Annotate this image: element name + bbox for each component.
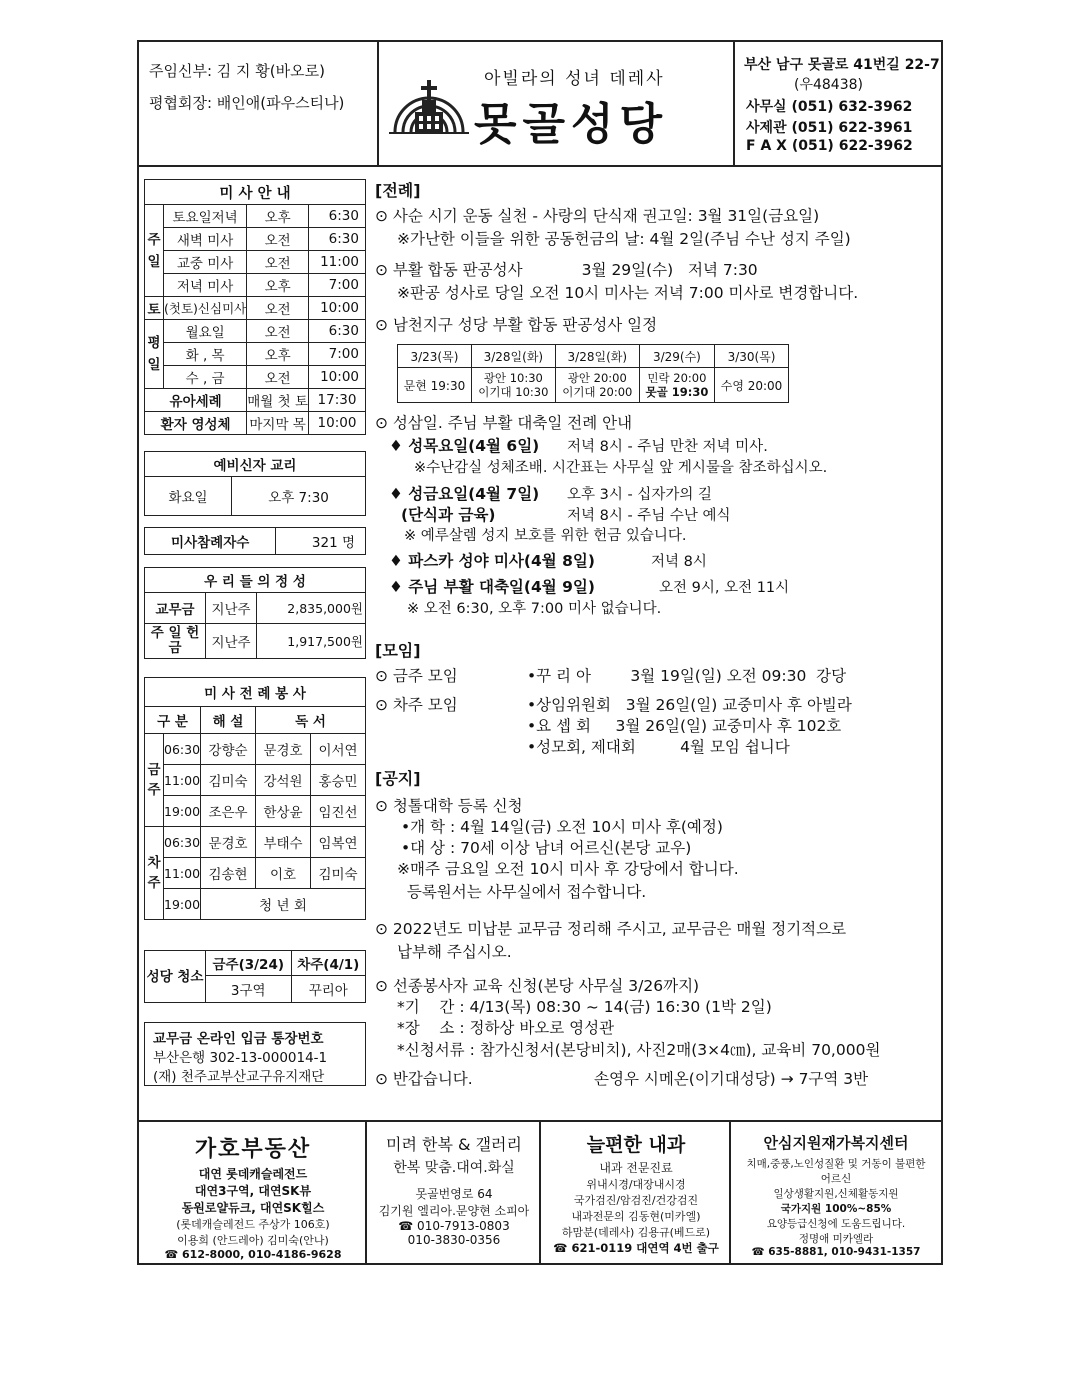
infant-baptism-time: 17:30: [309, 389, 366, 412]
attendance-value: 321 명: [276, 528, 366, 555]
server-reader: 한상윤: [256, 796, 311, 827]
holy-week-detail: 오전 9시, 오전 11시: [659, 580, 790, 596]
mass-row-time: 7:00: [309, 343, 366, 366]
confession-date: 3/28일(화): [471, 345, 555, 368]
confession-schedule-table: [397, 344, 789, 403]
church-logo-icon: [389, 72, 469, 136]
mass-row-time: 6:30: [309, 228, 366, 251]
ad-line: 동원로얄듀크, 대연SK힐스: [181, 1201, 325, 1215]
ad-line: 정명애 미카엘라: [798, 1233, 874, 1245]
confession-slot: 문현 19:30: [398, 368, 472, 403]
server-reader: 임복연: [311, 827, 366, 858]
ad-real-estate: [139, 1122, 367, 1265]
servers-header: 독 서: [256, 707, 366, 734]
ad-line: 대연3구역, 대연SK뷰: [194, 1184, 312, 1198]
mass-row-ampm: 오전: [247, 251, 309, 274]
mass-row-ampm: 오전: [247, 297, 309, 320]
confession-date: 3/28일(화): [555, 345, 639, 368]
confession-slot: 광안 10:30 이기대 10:30: [471, 368, 555, 403]
rectory-phone: 사제관 (051) 622-3961: [746, 120, 913, 136]
sick-communion-time: 10:00: [309, 412, 366, 435]
notice-item: ⊙ 청톨대학 등록 신청: [375, 797, 523, 815]
ad-phone: 010-3830-0356: [407, 1233, 501, 1247]
notice-line: ※매주 금요일 오전 10시 미사 후 강당에서 합니다.: [397, 860, 739, 878]
server-commentator: 김미숙: [201, 765, 256, 796]
servers-header: 해 설: [201, 707, 256, 734]
server-time: 11:00: [164, 858, 201, 889]
ad-hanbok: [367, 1122, 541, 1265]
holy-week-day: ♦ 성금요일(4월 7일): [389, 485, 540, 503]
cleaning-label: 성당 청소: [145, 951, 206, 1003]
cleaning-next-week-header: 차주(4/1): [291, 951, 365, 976]
notice-extra: 손영우 시메온(이기대성당) → 7구역 3반: [594, 1070, 869, 1088]
account-box: [144, 1022, 366, 1086]
mass-row-ampm: 오전: [247, 228, 309, 251]
notice-item: ⊙ 선종봉사자 교육 신청(본당 사무실 3/26까지): [375, 977, 700, 995]
meetings-heading: [모임]: [375, 641, 421, 660]
parish-address: 부산 남구 못골로 41번길 22-7: [744, 57, 940, 73]
notice-line: 납부해 주십시오.: [397, 943, 512, 961]
server-commentator: 김송현: [201, 858, 256, 889]
offerings-table: [144, 567, 366, 659]
confession-slot: 광안 20:00 이기대 20:00: [555, 368, 639, 403]
mass-row-time: 10:00: [309, 366, 366, 389]
ad-line: 내과전문의 김동현(미카엘): [571, 1210, 701, 1223]
ad-phone: ☎ 621-0119 대연역 4번 출구: [553, 1241, 719, 1255]
notice-line: *기 간 : 4/13(목) 08:30 ~ 14(금) 16:30 (1박 2일): [397, 998, 772, 1016]
account-holder: (재) 천주교부산교구유지재단: [153, 1069, 325, 1085]
servers-table: [144, 677, 366, 920]
this-week-meetings-label: ⊙ 금주 모임: [375, 667, 458, 685]
confession-date: 3/29(수): [639, 345, 714, 368]
mass-row-name: (첫토)신심미사: [164, 297, 247, 320]
holy-week-day: (단식과 금육): [401, 506, 496, 524]
mass-row-name: 화 , 목: [164, 343, 247, 366]
server-time: 06:30: [164, 734, 201, 765]
ad-line: 내과 전문진료: [599, 1161, 673, 1175]
meeting-item: •꾸 리 아 3월 19일(일) 오전 09:30 강당: [527, 667, 847, 685]
catechumen-table: [144, 451, 366, 516]
ad-line: 위내시경/대장내시경: [586, 1178, 686, 1191]
offering-period: 지난주: [206, 624, 257, 659]
notice-line: *장 소 : 정하상 바오로 영성관: [397, 1019, 615, 1037]
mass-schedule-title: 미 사 안 내: [145, 180, 366, 205]
mass-row-name: 교중 미사: [164, 251, 247, 274]
holy-week-note: ※ 오전 6:30, 오후 7:00 미사 없습니다.: [407, 601, 662, 617]
mass-row-time: 6:30: [309, 205, 366, 228]
holy-week-detail: 오후 3시 - 십자가의 길: [567, 487, 712, 503]
server-group: 청 년 회: [201, 889, 366, 920]
notice-line: 등록원서는 사무실에서 접수합니다.: [397, 883, 647, 901]
ad-title: 안심지원재가복지센터: [763, 1134, 909, 1152]
sick-communion-day: 마지막 목: [247, 412, 309, 435]
ad-line: 일상생활지원,신체활동지원: [773, 1188, 899, 1200]
ad-line: 국가지원 100%~85%: [780, 1203, 892, 1215]
mass-row-time: 10:00: [309, 297, 366, 320]
holy-week-detail: 저녁 8시 - 주님 수난 예식: [567, 508, 731, 524]
confession-date: 3/30(목): [715, 345, 789, 368]
server-commentator: 조은우: [201, 796, 256, 827]
next-week-label: 차주: [145, 827, 164, 920]
mass-row-name: 저녁 미사: [164, 274, 247, 297]
holy-week-day: ♦ 파스카 성야 미사(4월 8일): [389, 552, 595, 570]
ad-line: 이용희 (안드레아) 김미숙(안나): [177, 1234, 329, 1247]
account-title: 교무금 온라인 입금 통장번호: [153, 1031, 324, 1047]
attendance-label: 미사참례자수: [145, 528, 276, 555]
server-time: 19:00: [164, 889, 201, 920]
meeting-item: •성모회, 제대회 4월 모임 쉽니다: [527, 738, 790, 756]
ad-line: 한복 맞춤.대여.화실: [393, 1160, 515, 1176]
notice-line: *신청서류 : 참가신청서(본당비치), 사진2매(3×4㎝), 교육비 70,000원: [397, 1041, 881, 1059]
parish-name: 못골성당: [474, 99, 669, 150]
server-time: 19:00: [164, 796, 201, 827]
account-bank: 부산은행 302-13-000014-1: [153, 1050, 328, 1066]
holy-week-day: ♦ 주님 부활 대축일(4월 9일): [389, 578, 595, 596]
ad-line: 하맘분(데레사) 김용규(베드로): [561, 1226, 711, 1239]
cleaning-this-week-header: 금주(3/24): [206, 951, 292, 976]
postcode: (우48438): [794, 77, 863, 93]
server-reader: 이서연: [311, 734, 366, 765]
office-phone: 사무실 (051) 632-3962: [746, 99, 913, 115]
offering-amount: 1,917,500원: [257, 624, 366, 659]
ad-line: 치매,중풍,노인성질환 및 거동이 불편한: [746, 1158, 926, 1170]
meeting-item: •상임위원회 3월 26일(일) 교중미사 후 아빌라: [527, 696, 852, 714]
server-time: 06:30: [164, 827, 201, 858]
mass-row-name: 토요일저녁: [164, 205, 247, 228]
sick-communion-label: 환자 영성체: [145, 412, 247, 435]
catechumen-day: 화요일: [145, 477, 232, 516]
offering-amount: 2,835,000원: [257, 593, 366, 624]
ad-line: 요양등급신청에 도움드립니다.: [766, 1218, 906, 1230]
mass-row-name: 새벽 미사: [164, 228, 247, 251]
server-reader: 홍승민: [311, 765, 366, 796]
confession-slot: 민락 20:00 못골 19:30: [639, 368, 714, 403]
notice-item: ⊙ 반갑습니다.: [375, 1070, 473, 1088]
server-reader: 임진선: [311, 796, 366, 827]
weekday-label: 평일: [145, 320, 164, 389]
ad-title: 가호부동산: [194, 1137, 312, 1162]
meeting-item: •요 셉 회 3월 26일(일) 교중미사 후 102호: [527, 717, 842, 735]
notice-item: ⊙ 2022년도 미납분 교무금 정리해 주시고, 교무금은 매월 정기적으로: [375, 920, 847, 938]
server-commentator: 강향순: [201, 734, 256, 765]
infant-baptism-label: 유아세례: [145, 389, 247, 412]
notices-heading: [공지]: [375, 769, 421, 788]
holy-week-detail: 저녁 8시: [651, 554, 707, 570]
mass-row-name: 수 , 금: [164, 366, 247, 389]
holy-week-detail: 저녁 8시 - 주님 만찬 저녁 미사.: [567, 439, 768, 455]
offering-label: 주 일 헌 금: [145, 624, 206, 659]
confession-slot: 수영 20:00: [715, 368, 789, 403]
mass-row-name: 월요일: [164, 320, 247, 343]
liturgy-item: ⊙ 사순 시기 운동 실천 - 사랑의 단식재 권고일: 3월 31일(금요일): [375, 207, 820, 225]
saturday-label: 토: [145, 297, 164, 320]
servers-header: 구 분: [145, 707, 201, 734]
ad-phone: ☎ 612-8000, 010-4186-9628: [164, 1248, 342, 1261]
liturgy-item: ⊙ 남천지구 성당 부활 합동 판공성사 일정: [375, 316, 658, 334]
mass-row-ampm: 오후: [247, 205, 309, 228]
server-commentator: 문경호: [201, 827, 256, 858]
council-president: 평협회장: 배인애(파우스티나): [149, 94, 345, 112]
ad-title: 늘편한 내과: [586, 1134, 686, 1156]
liturgy-item: ⊙ 부활 합동 판공성사 3월 29일(수) 저녁 7:30: [375, 261, 758, 279]
next-week-meetings-label: ⊙ 차주 모임: [375, 696, 458, 714]
sunday-label: 주일: [145, 205, 164, 297]
offerings-title: 우 리 들 의 정 성: [145, 568, 366, 593]
attendance-table: [144, 527, 366, 555]
notice-line: •개 학 : 4월 14일(금) 오전 10시 미사 후(예정): [401, 818, 723, 836]
pastor-name: 주임신부: 김 지 황(바오로): [149, 62, 325, 80]
catechumen-time: 오후 7:30: [232, 477, 366, 516]
holy-week-note: ※수난감실 성체조배. 시간표는 사무실 앞 게시물을 참조하십시오.: [414, 460, 828, 476]
server-reader: 김미숙: [311, 858, 366, 889]
holy-week-day: ♦ 성목요일(4월 6일): [389, 437, 540, 455]
confession-date: 3/23(목): [398, 345, 472, 368]
ad-clinic: [541, 1122, 731, 1265]
ad-line: (롯데캐슬레전드 주상가 106호): [176, 1218, 330, 1231]
offering-period: 지난주: [206, 593, 257, 624]
liturgy-note: ※판공 성사로 당일 오전 10시 미사는 저녁 7:00 미사로 변경합니다.: [397, 284, 859, 302]
ad-line: 김기원 엘리아.문양현 소피아: [378, 1204, 530, 1218]
this-week-label: 금주: [145, 734, 164, 827]
fax-number: F A X (051) 622-3962: [746, 138, 913, 154]
server-time: 11:00: [164, 765, 201, 796]
holy-week-title: ⊙ 성삼일. 주님 부활 대축일 전례 안내: [375, 414, 633, 432]
ad-line: 국가검진/암검진/건강검진: [573, 1194, 699, 1207]
servers-title: 미 사 전 례 봉 사: [145, 678, 366, 707]
liturgy-note: ※가난한 이들을 위한 공동헌금의 날: 4월 2일(주님 수난 성지 주일): [397, 230, 851, 248]
infant-baptism-day: 매월 첫 토: [247, 389, 309, 412]
ad-line: 어르신: [820, 1173, 852, 1185]
mass-row-time: 6:30: [309, 320, 366, 343]
liturgy-heading: [전례]: [375, 181, 421, 200]
ad-line: 못골번영로 64: [415, 1187, 493, 1201]
catechumen-title: 예비신자 교리: [145, 452, 366, 477]
ad-phone: ☎ 010-7913-0803: [398, 1219, 510, 1233]
server-reader: 부태수: [256, 827, 311, 858]
cleaning-next-week: 꾸리아: [291, 976, 365, 1003]
cleaning-table: [144, 950, 366, 1003]
ad-welfare-center: [731, 1122, 941, 1265]
ad-line: 대연 롯데캐슬레전드: [198, 1167, 308, 1181]
ad-phone: ☎ 635-8881, 010-9431-1357: [751, 1246, 921, 1258]
server-reader: 문경호: [256, 734, 311, 765]
mass-row-time: 7:00: [309, 274, 366, 297]
mass-schedule-table: [144, 179, 366, 435]
bulletin-page: [137, 40, 943, 1265]
ad-title: 미려 한복 & 갤러리: [386, 1135, 522, 1154]
server-reader: 강석원: [256, 765, 311, 796]
sponsor-ads: [139, 1120, 941, 1265]
patron-saint: 아빌라의 성녀 데레사: [484, 69, 665, 89]
bulletin-header: [139, 42, 941, 167]
cleaning-this-week: 3구역: [206, 976, 292, 1003]
server-reader: 이호: [256, 858, 311, 889]
offering-label: 교무금: [145, 593, 206, 624]
mass-row-ampm: 오후: [247, 274, 309, 297]
holy-week-note: ※ 예루살렘 성지 보호를 위한 헌금 있습니다.: [404, 528, 687, 544]
mass-row-time: 11:00: [309, 251, 366, 274]
mass-row-ampm: 오전: [247, 320, 309, 343]
mass-row-ampm: 오전: [247, 366, 309, 389]
notice-line: •대 상 : 70세 이상 남녀 어르신(본당 교우): [401, 839, 692, 857]
mass-row-ampm: 오후: [247, 343, 309, 366]
